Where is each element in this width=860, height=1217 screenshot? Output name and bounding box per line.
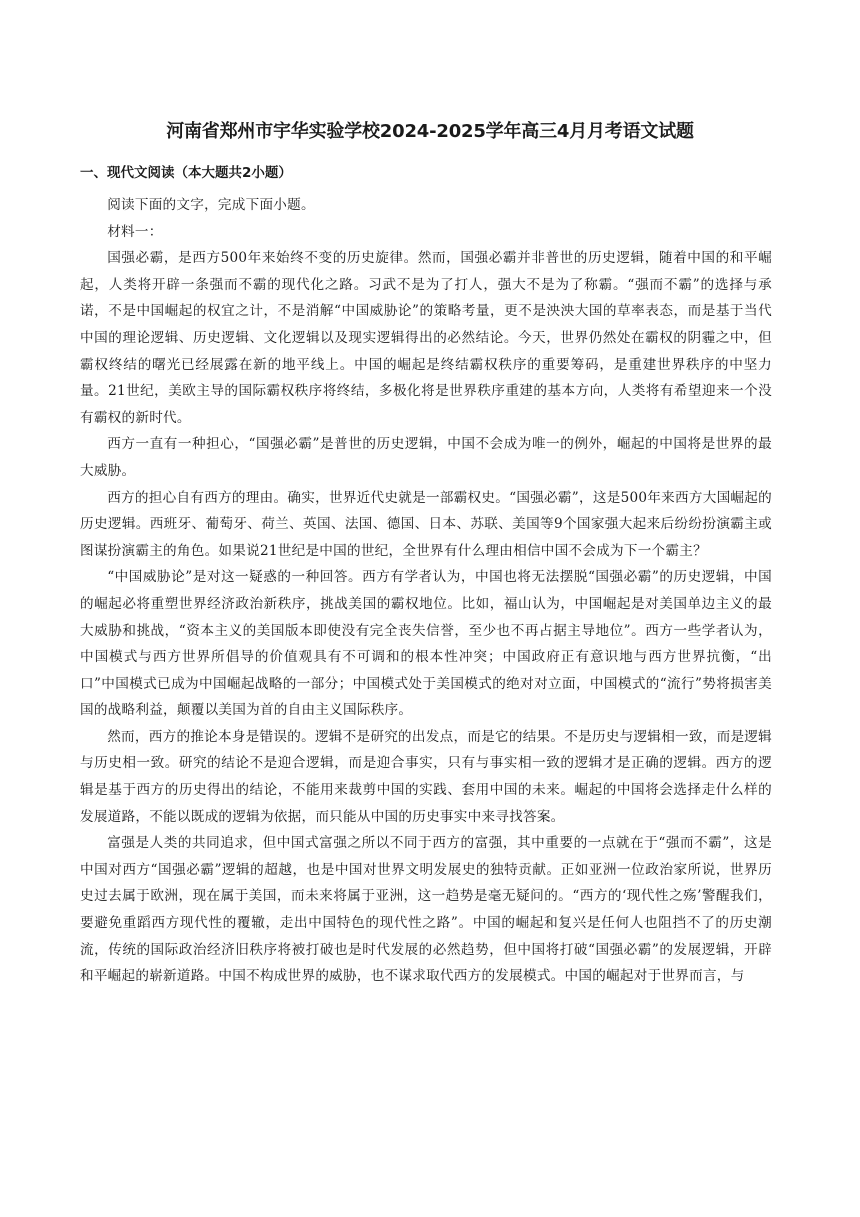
body-paragraph: 国强必霸，是西方500年来始终不变的历史旋律。然而，国强必霸并非普世的历史逻辑，随着中国的和平崛起，人类将开辟一条强而不霸的现代化之路。习武不是为了打人，强大不是为了称霸。“强而不霸”的选择与承诺，不是中国崛起的权宜之计，不是消解“中国威胁论”的策略考量，更不是泱泱大国的草率表态，而是基于当代中国的理论逻辑、历史逻辑、文化逻辑以及现实逻辑得出的必然结论。今天，世界仍然处在霸权的阴霾之中，但霸权终结的曙光已经展露在新的地平线上。中国的崛起是终结霸权秩序的重要筹码，是重建世界秩序的中坚力量。21世纪，美欧主导的国际霸权秩序将终结，多极化将是世界秩序重建的基本方向，人类将有希望迎来一个没有霸权的新时代。 [80,250,772,426]
body-paragraph: “中国威胁论”是对这一疑惑的一种回答。西方有学者认为，中国也将无法摆脱“国强必霸”的历史逻辑，中国的崛起必将重塑世界经济政治新秩序，挑战美国的霸权地位。比如，福山认为，中国崛起是对美国单边主义的最大威胁和挑战，“资本主义的美国版本即使没有完全丧失信誉，至少也不再占据主导地位”。西方一些学者认为，中国模式与西方世界所倡导的价值观具有不可调和的根本性冲突；中国政府正有意识地与西方世界抗衡，“出口”中国模式已成为中国崛起战略的一部分；中国模式处于美国模式的绝对对立面，中国模式的“流行”势将损害美国的战略利益，颠覆以美国为首的自由主义国际秩序。 [80,569,772,719]
material-label: 材料一： [107,223,163,240]
body-paragraph: 富强是人类的共同追求，但中国式富强之所以不同于西方的富强，其中重要的一点就在于“强而不霸”，这是中国对西方“国强必霸”逻辑的超越，也是中国对世界文明发展史的独特贡献。正如亚洲一位政治家所说，世界历史过去属于欧洲，现在属于美国，而未来将属于亚洲，这一趋势是毫无疑问的。“西方的‘现代性之殇’警醒我们，要避免重蹈西方现代性的覆辙，走出中国特色的现代性之路”。中国的崛起和复兴是任何人也阻挡不了的历史潮流，传统的国际政治经济旧秩序将被打破也是时代发展的必然趋势，但中国将打破“国强必霸”的发展逻辑，开辟和平崛起的崭新道路。中国不构成世界的威胁，也不谋求取代西方的发展模式。中国的崛起对于世界而言，与 [80,835,772,985]
body-paragraph: 然而，西方的推论本身是错误的。逻辑不是研究的出发点，而是它的结果。不是历史与逻辑相一致，而是逻辑与历史相一致。研究的结论不是迎合逻辑，而是迎合事实，只有与事实相一致的逻辑才是正确的逻辑。西方的逻辑是基于西方的历史得出的结论，不能用来裁剪中国的实践、套用中国的未来。崛起的中国将会选择走什么样的发展道路，不能以既成的逻辑为依据，而只能从中国的历史事实中来寻找答案。 [80,728,772,825]
document-title: 河南省郑州市宇华实验学校2024-2025学年高三4月月考语文试题 [166,121,694,142]
reading-passage [80,192,772,990]
body-paragraph: 西方一直有一种担心，“国强必霸”是普世的历史逻辑，中国不会成为唯一的例外，崛起的中国将是世界的最大威胁。 [80,436,772,479]
body-paragraph: 西方的担心自有西方的理由。确实，世界近代史就是一部霸权史。“国强必霸”，这是500年来西方大国崛起的历史逻辑。西班牙、葡萄牙、荷兰、英国、法国、德国、日本、苏联、美国等9个国家强大起来后纷纷扮演霸主或图谋扮演霸主的角色。如果说21世纪是中国的世纪，全世界有什么理由相信中国不会成为下一个霸主？ [80,489,772,559]
section-heading: 一、现代文阅读（本大题共2小题） [80,165,292,181]
instruction-paragraph: 阅读下面的文字，完成下面小题。 [107,197,315,213]
